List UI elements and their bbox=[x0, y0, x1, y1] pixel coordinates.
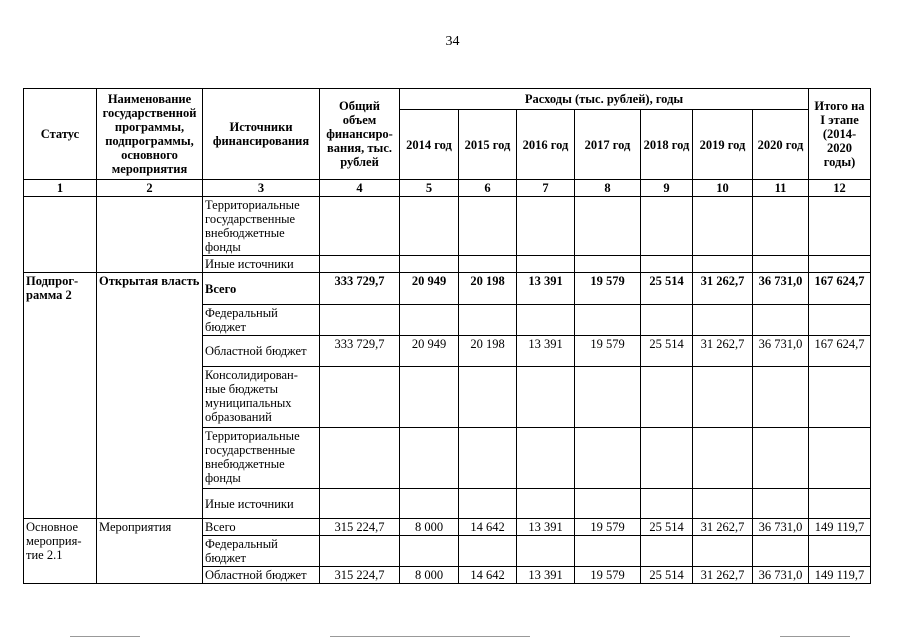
source-cell: Областной бюджет bbox=[203, 567, 320, 584]
year-cell: 13 391 bbox=[517, 519, 575, 536]
year-cell: 13 391 bbox=[517, 273, 575, 305]
sum-cell: 167 624,7 bbox=[809, 273, 871, 305]
source-cell: Консолидирован-ные бюджеты муниципальных образований bbox=[203, 367, 320, 428]
year-cell: 31 262,7 bbox=[693, 519, 753, 536]
name-cell: Мероприятия bbox=[97, 519, 203, 584]
page-number: 34 bbox=[445, 34, 460, 49]
table-row bbox=[24, 197, 871, 256]
header-year: 2015 год bbox=[459, 110, 517, 180]
source-cell: Территориальные государственные внебюджетные фонды bbox=[203, 197, 320, 256]
column-number: 6 bbox=[459, 180, 517, 197]
header-year: 2016 год bbox=[517, 110, 575, 180]
year-cell: 20 198 bbox=[459, 336, 517, 367]
column-number: 3 bbox=[203, 180, 320, 197]
status-cell: Основное мероприя-тие 2.1 bbox=[24, 519, 97, 584]
year-cell: 31 262,7 bbox=[693, 567, 753, 584]
scan-mark bbox=[780, 636, 850, 637]
column-number: 12 bbox=[809, 180, 871, 197]
year-cell: 19 579 bbox=[575, 273, 641, 305]
sum-cell: 149 119,7 bbox=[809, 519, 871, 536]
year-cell: 25 514 bbox=[641, 567, 693, 584]
year-cell: 8 000 bbox=[400, 567, 459, 584]
header-name: Наименование государственной программы, подпрограммы, основного мероприятия bbox=[97, 89, 203, 180]
year-cell: 19 579 bbox=[575, 336, 641, 367]
year-cell: 13 391 bbox=[517, 567, 575, 584]
volume-cell: 315 224,7 bbox=[320, 519, 400, 536]
table-row bbox=[24, 273, 871, 305]
status-cell bbox=[24, 197, 97, 273]
year-cell: 36 731,0 bbox=[753, 567, 809, 584]
sum-cell: 149 119,7 bbox=[809, 567, 871, 584]
source-cell: Всего bbox=[203, 273, 320, 305]
column-number: 4 bbox=[320, 180, 400, 197]
header-year: 2014 год bbox=[400, 110, 459, 180]
header-year: 2019 год bbox=[693, 110, 753, 180]
status-cell: Подпрог-рамма 2 bbox=[24, 273, 97, 519]
sum-cell: 167 624,7 bbox=[809, 336, 871, 367]
source-cell: Всего bbox=[203, 519, 320, 536]
column-number: 9 bbox=[641, 180, 693, 197]
volume-cell: 333 729,7 bbox=[320, 336, 400, 367]
year-cell: 19 579 bbox=[575, 519, 641, 536]
year-cell: 20 949 bbox=[400, 273, 459, 305]
column-number: 2 bbox=[97, 180, 203, 197]
year-cell: 36 731,0 bbox=[753, 519, 809, 536]
column-number: 10 bbox=[693, 180, 753, 197]
name-cell: Открытая власть bbox=[97, 273, 203, 519]
column-number: 5 bbox=[400, 180, 459, 197]
year-cell: 36 731,0 bbox=[753, 273, 809, 305]
budget-table bbox=[23, 88, 871, 584]
year-cell: 20 198 bbox=[459, 273, 517, 305]
source-cell: Территориальные государственные внебюджетные фонды bbox=[203, 428, 320, 489]
year-cell: 13 391 bbox=[517, 336, 575, 367]
header-sources: Источники финансирования bbox=[203, 89, 320, 180]
header-year: 2020 год bbox=[753, 110, 809, 180]
column-number: 1 bbox=[24, 180, 97, 197]
scan-mark bbox=[330, 636, 530, 637]
header-expenses: Расходы (тыс. рублей), годы bbox=[400, 89, 809, 110]
year-cell: 36 731,0 bbox=[753, 336, 809, 367]
year-cell: 31 262,7 bbox=[693, 273, 753, 305]
source-cell: Иные источники bbox=[203, 256, 320, 273]
year-cell: 8 000 bbox=[400, 519, 459, 536]
volume-cell: 315 224,7 bbox=[320, 567, 400, 584]
year-cell: 25 514 bbox=[641, 273, 693, 305]
year-cell: 31 262,7 bbox=[693, 336, 753, 367]
header-stage-total: Итого на I этапе (2014-2020 годы) bbox=[809, 89, 871, 180]
column-number: 7 bbox=[517, 180, 575, 197]
year-cell: 14 642 bbox=[459, 519, 517, 536]
source-cell: Федеральный бюджет bbox=[203, 536, 320, 567]
column-number: 8 bbox=[575, 180, 641, 197]
year-cell: 25 514 bbox=[641, 519, 693, 536]
volume-cell: 333 729,7 bbox=[320, 273, 400, 305]
header-total-volume: Общий объем финансиро-вания, тыс. рублей bbox=[320, 89, 400, 180]
source-cell: Федеральный бюджет bbox=[203, 305, 320, 336]
year-cell: 25 514 bbox=[641, 336, 693, 367]
header-year: 2017 год bbox=[575, 110, 641, 180]
header-status: Статус bbox=[24, 89, 97, 180]
year-cell: 19 579 bbox=[575, 567, 641, 584]
scan-mark bbox=[70, 636, 140, 637]
year-cell: 20 949 bbox=[400, 336, 459, 367]
column-number: 11 bbox=[753, 180, 809, 197]
header-row bbox=[24, 89, 871, 110]
name-cell bbox=[97, 197, 203, 273]
year-cell: 14 642 bbox=[459, 567, 517, 584]
header-year: 2018 год bbox=[641, 110, 693, 180]
column-number-row bbox=[24, 180, 871, 197]
source-cell: Иные источники bbox=[203, 489, 320, 519]
source-cell: Областной бюджет bbox=[203, 336, 320, 367]
table-row bbox=[24, 519, 871, 536]
